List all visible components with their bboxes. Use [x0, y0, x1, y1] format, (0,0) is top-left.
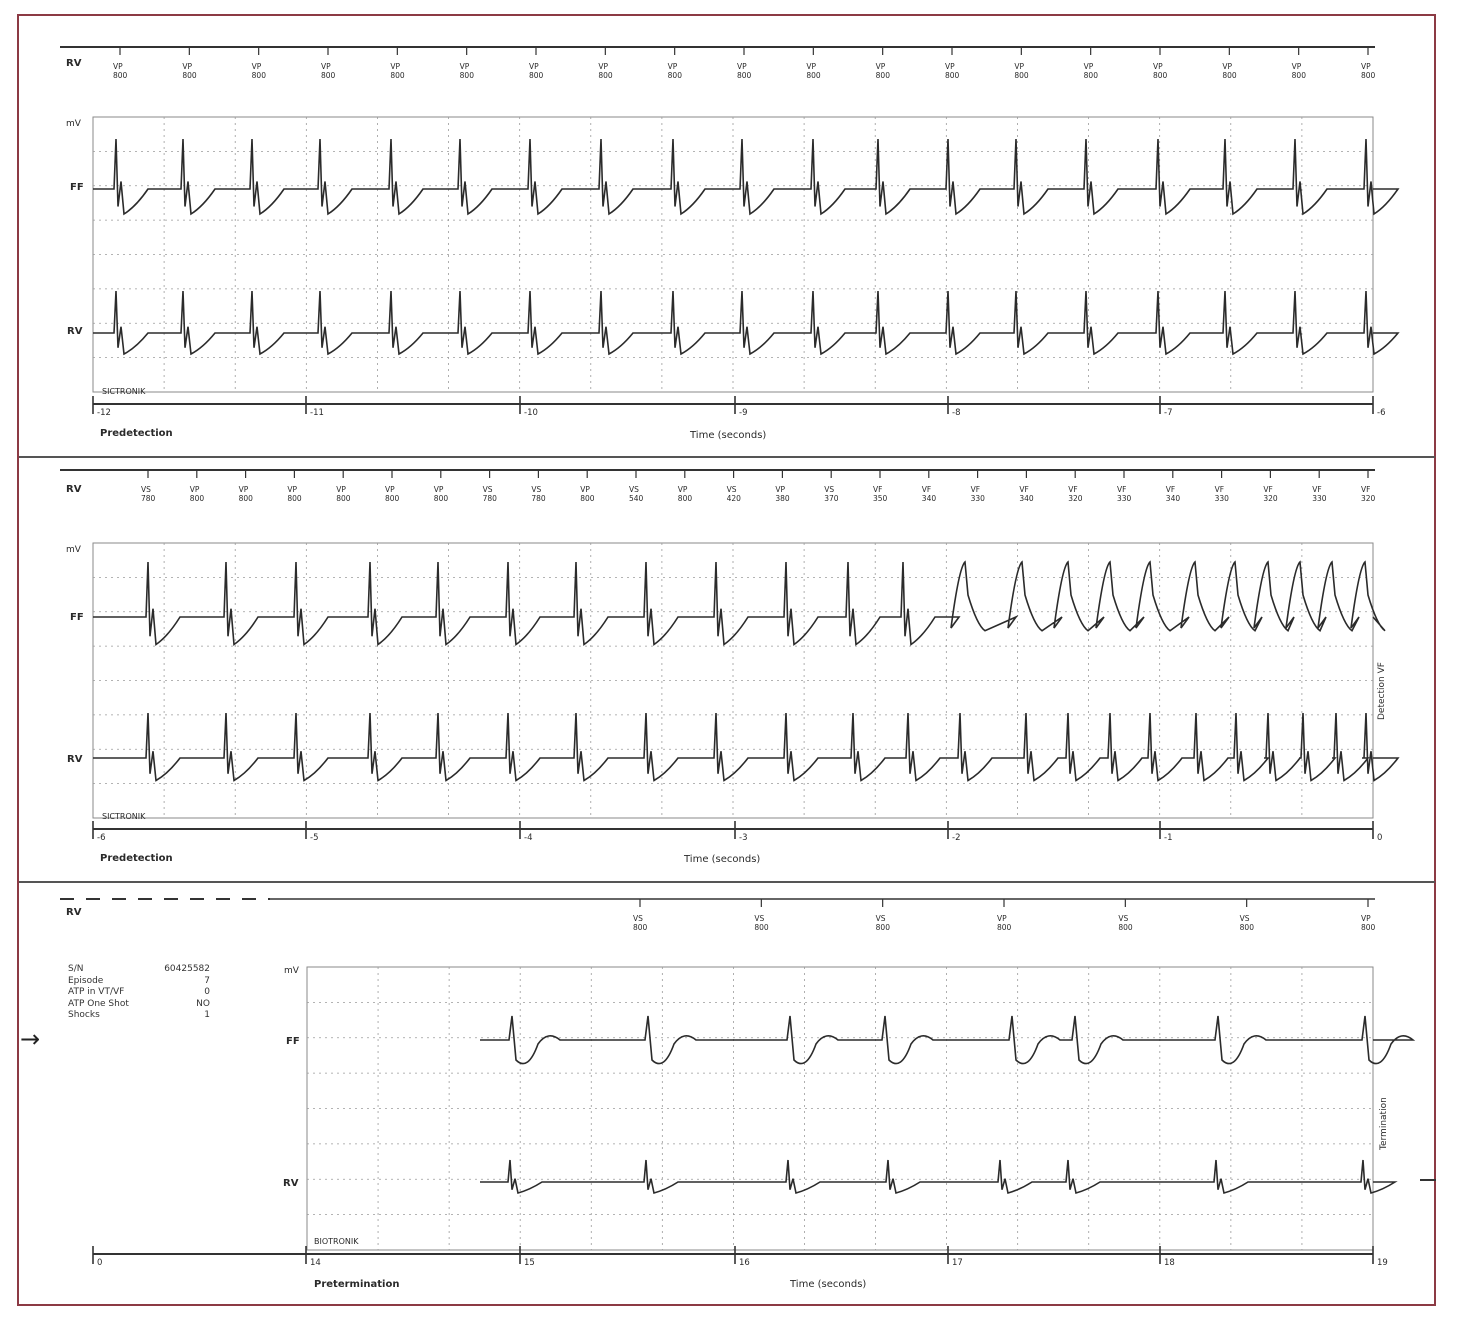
marker-annotation — [1068, 470, 1083, 503]
marker-text: VP — [775, 485, 786, 494]
marker-text: 800 — [189, 494, 205, 503]
marker-text: VS — [824, 485, 835, 494]
marker-annotation — [1215, 470, 1230, 503]
scale-label: mV — [66, 545, 81, 555]
marker-text: VS — [754, 914, 765, 923]
marker-annotation — [633, 899, 648, 932]
marker-text: 800 — [1014, 71, 1029, 80]
tick-label: -11 — [310, 408, 324, 418]
marker-text: VF — [1019, 485, 1029, 494]
marker-text: VP — [997, 914, 1007, 923]
time-tick — [306, 821, 318, 843]
left-caption: Predetection — [100, 428, 173, 439]
marker-text: VP — [1083, 62, 1094, 71]
marker-annotation — [737, 47, 752, 80]
info-label: ATP in VT/VF — [68, 987, 125, 997]
marker-annotation — [239, 470, 254, 503]
marker-text: 320 — [1263, 494, 1278, 503]
panel-3 — [60, 899, 1436, 1290]
tick-label: -6 — [1377, 408, 1386, 418]
far-field-trace — [93, 139, 1398, 214]
time-tick — [1160, 821, 1172, 843]
marker-text: VP — [113, 62, 123, 71]
marker-text: 800 — [336, 494, 351, 503]
axis-title: Time (seconds) — [690, 430, 767, 441]
trace-label-rv: RV — [67, 754, 83, 765]
time-tick — [1373, 821, 1382, 843]
time-tick — [1160, 1246, 1175, 1268]
marker-text: VS — [141, 485, 151, 494]
time-tick — [1373, 1246, 1388, 1268]
info-row-serial — [68, 964, 210, 976]
marker-annotation — [141, 470, 156, 503]
marker-text: VS — [531, 485, 542, 494]
info-value: NO — [196, 998, 210, 1009]
marker-annotation — [1019, 470, 1034, 503]
marker-text: 800 — [1361, 71, 1376, 80]
marker-text: 330 — [970, 494, 985, 503]
marker-text: 350 — [873, 494, 888, 503]
time-tick — [735, 396, 747, 418]
marker-text: 800 — [459, 71, 474, 80]
marker-text: 800 — [875, 71, 890, 80]
marker-annotation — [1014, 47, 1029, 80]
panel-2 — [60, 470, 1398, 865]
tick-label: -5 — [310, 833, 319, 843]
marker-annotation — [876, 47, 891, 80]
marker-text: VP — [1361, 914, 1371, 923]
tick-label: 19 — [1377, 1258, 1388, 1268]
marker-annotation — [385, 470, 400, 503]
time-tick — [93, 821, 105, 843]
marker-text: VF — [1117, 485, 1127, 494]
info-value: 60425582 — [164, 964, 210, 974]
marker-annotation — [1292, 47, 1307, 80]
marker-annotation — [252, 47, 267, 80]
marker-annotation — [460, 47, 475, 80]
marker-annotation — [529, 47, 544, 80]
marker-text: 800 — [182, 71, 197, 80]
scale-label: mV — [284, 966, 299, 976]
marker-text: VP — [580, 485, 590, 494]
tick-label: -9 — [739, 408, 748, 418]
info-label: S/N — [68, 964, 84, 974]
marker-text: 780 — [482, 494, 497, 503]
marker-text: VS — [726, 485, 737, 494]
marker-text: VP — [433, 485, 444, 494]
time-ticks — [93, 396, 1385, 418]
info-row-atp-vtvf — [68, 987, 210, 999]
marker-text: VP — [287, 485, 298, 494]
info-row-atp-oneshot — [68, 999, 210, 1011]
rv-trace — [480, 1160, 1395, 1193]
marker-text: 800 — [529, 71, 544, 80]
time-tick — [520, 1246, 535, 1268]
marker-text: 540 — [629, 494, 644, 503]
info-value: 0 — [204, 987, 210, 997]
tick-label: -8 — [952, 408, 961, 418]
marker-text: 800 — [238, 494, 253, 503]
marker-text: VP — [251, 62, 262, 71]
marker-annotation — [336, 470, 351, 503]
marker-text: 340 — [1165, 494, 1181, 503]
marker-annotation — [754, 899, 769, 932]
marker-text: 320 — [1361, 494, 1376, 503]
marker-annotations — [141, 470, 1376, 503]
marker-text: 800 — [997, 923, 1012, 932]
marker-annotation — [971, 470, 986, 503]
time-tick — [306, 1246, 321, 1268]
marker-annotation — [1166, 470, 1181, 503]
time-tick — [1373, 396, 1385, 418]
marker-annotation — [182, 47, 197, 80]
marker-text: 800 — [1239, 923, 1254, 932]
marker-text: VP — [677, 485, 688, 494]
marker-text: VP — [598, 62, 608, 71]
marker-annotation — [287, 470, 302, 503]
marker-text: 320 — [1068, 494, 1083, 503]
marker-text: VP — [529, 62, 539, 71]
tick-label: -6 — [97, 833, 106, 843]
sweep-label: SICTRONIK — [102, 387, 146, 396]
marker-text: VP — [385, 485, 395, 494]
marker-annotation — [806, 47, 821, 80]
marker-text: VP — [875, 62, 886, 71]
tick-label: -2 — [952, 833, 961, 843]
marker-annotation — [390, 47, 405, 80]
time-tick — [735, 821, 747, 843]
marker-text: 780 — [141, 494, 156, 503]
left-caption: Pretermination — [314, 1279, 400, 1290]
marker-annotation — [775, 470, 790, 503]
marker-text: 800 — [321, 71, 336, 80]
marker-text: VP — [459, 62, 470, 71]
marker-annotation — [922, 470, 937, 503]
tick-label: 17 — [952, 1258, 963, 1268]
marker-annotation — [434, 470, 449, 503]
marker-annotation — [1240, 899, 1255, 932]
time-tick — [306, 396, 324, 418]
marker-text: 800 — [806, 71, 821, 80]
tick-label: -7 — [1164, 408, 1173, 418]
marker-text: VP — [737, 62, 747, 71]
marker-text: VF — [1361, 485, 1371, 494]
marker-annotation — [113, 47, 128, 80]
tick-label: 18 — [1164, 1258, 1175, 1268]
marker-annotation — [531, 470, 546, 503]
marker-text: VP — [667, 62, 678, 71]
sweep-label: BIOTRONIK — [314, 1237, 359, 1246]
marker-channel-label: RV — [66, 907, 82, 918]
tick-label: 0 — [97, 1258, 103, 1268]
marker-text: VF — [1312, 485, 1322, 494]
marker-annotation — [668, 47, 683, 80]
marker-annotation — [876, 899, 891, 932]
marker-text: 420 — [726, 494, 741, 503]
marker-text: 800 — [1291, 71, 1306, 80]
marker-text: VP — [182, 62, 192, 71]
marker-annotation — [1361, 899, 1376, 932]
marker-text: 330 — [1117, 494, 1132, 503]
marker-annotation — [1263, 470, 1278, 503]
grid-lines — [93, 117, 1373, 392]
marker-text: 370 — [824, 494, 839, 503]
marker-text: 800 — [1153, 71, 1168, 80]
marker-text: 800 — [1361, 923, 1376, 932]
time-tick — [93, 396, 111, 418]
marker-text: VP — [945, 62, 955, 71]
marker-text: 330 — [1312, 494, 1327, 503]
marker-annotation — [321, 47, 336, 80]
info-label: ATP One Shot — [68, 998, 129, 1009]
info-value: 7 — [204, 975, 210, 986]
pointer-arrow-icon: → — [20, 1025, 41, 1053]
trace-label-ff: FF — [286, 1036, 300, 1047]
tick-label: -3 — [739, 833, 748, 843]
marker-annotation — [1084, 47, 1099, 80]
marker-annotations — [633, 899, 1376, 932]
marker-text: 800 — [598, 71, 613, 80]
grid-lines — [307, 967, 1373, 1250]
tick-label: 15 — [524, 1258, 535, 1268]
marker-text: 800 — [1222, 71, 1237, 80]
marker-text: VF — [1263, 485, 1273, 494]
panel-1 — [60, 47, 1398, 441]
marker-text: 800 — [1083, 71, 1098, 80]
info-row-episode — [68, 976, 210, 988]
marker-text: VS — [629, 485, 639, 494]
marker-annotation — [598, 47, 613, 80]
marker-annotation — [678, 470, 693, 503]
time-tick — [948, 1246, 963, 1268]
marker-text: 380 — [775, 494, 790, 503]
marker-text: 800 — [385, 494, 400, 503]
marker-text: 800 — [1118, 923, 1133, 932]
time-ticks — [93, 821, 1382, 843]
marker-text: VP — [390, 62, 400, 71]
trace-label-rv: RV — [283, 1178, 299, 1189]
marker-annotation — [1117, 470, 1132, 503]
time-tick — [1160, 396, 1172, 418]
marker-text: VS — [875, 914, 886, 923]
trace-label-ff: FF — [70, 612, 84, 623]
side-caption: Detection VF — [1377, 662, 1387, 720]
marker-text: 800 — [287, 494, 302, 503]
marker-annotation — [873, 470, 888, 503]
marker-text: VP — [806, 62, 816, 71]
marker-annotation — [727, 470, 742, 503]
tick-label: 14 — [310, 1258, 321, 1268]
marker-annotation — [629, 470, 644, 503]
marker-text: VP — [1222, 62, 1232, 71]
axis-title: Time (seconds) — [790, 1279, 867, 1290]
time-tick — [735, 1246, 750, 1268]
axis-title: Time (seconds) — [684, 854, 761, 865]
time-tick — [520, 821, 532, 843]
left-caption: Predetection — [100, 853, 173, 864]
marker-annotation — [997, 899, 1012, 932]
marker-text: 340 — [1019, 494, 1034, 503]
marker-text: VS — [1239, 914, 1250, 923]
tick-label: 0 — [1377, 833, 1383, 843]
info-label: Shocks — [68, 1010, 100, 1020]
time-tick — [520, 396, 538, 418]
trace-label-rv: RV — [67, 326, 83, 337]
marker-text: 800 — [633, 923, 648, 932]
marker-text: 340 — [921, 494, 937, 503]
marker-text: 800 — [667, 71, 682, 80]
marker-text: VF — [970, 485, 981, 494]
marker-annotation — [1312, 470, 1327, 503]
marker-annotation — [1153, 47, 1168, 80]
marker-text: VP — [336, 485, 346, 494]
scale-label: mV — [66, 119, 81, 129]
info-value: 1 — [204, 1010, 210, 1020]
rv-trace — [93, 713, 1398, 781]
info-row-shocks — [68, 1010, 210, 1022]
marker-text: 800 — [113, 71, 128, 80]
far-field-trace — [93, 562, 1385, 645]
grid-lines — [93, 543, 1373, 818]
marker-text: 800 — [875, 923, 890, 932]
marker-text: VP — [1014, 62, 1024, 71]
marker-text: VF — [1165, 485, 1176, 494]
marker-text: 800 — [390, 71, 405, 80]
tick-label: -4 — [524, 833, 533, 843]
marker-text: 780 — [531, 494, 546, 503]
marker-text: VP — [1291, 62, 1302, 71]
marker-text: 800 — [737, 71, 752, 80]
marker-text: VS — [482, 485, 493, 494]
time-ticks — [93, 1246, 1388, 1268]
marker-annotation — [824, 470, 839, 503]
episode-info-box — [68, 964, 210, 1022]
marker-annotation — [945, 47, 960, 80]
marker-text: VP — [1361, 62, 1371, 71]
tick-label: -10 — [524, 408, 538, 418]
marker-annotation — [1118, 899, 1133, 932]
marker-text: VP — [1153, 62, 1163, 71]
marker-text: 800 — [677, 494, 693, 503]
marker-annotation — [1222, 47, 1237, 80]
marker-channel-label: RV — [66, 58, 82, 69]
time-tick — [93, 1246, 102, 1268]
time-tick — [948, 396, 960, 418]
side-caption: Termination — [1379, 1097, 1389, 1150]
marker-text: VP — [321, 62, 331, 71]
marker-text: 330 — [1214, 494, 1229, 503]
tick-label: 16 — [739, 1258, 750, 1268]
marker-annotation — [580, 470, 595, 503]
marker-text: 800 — [251, 71, 266, 80]
marker-text: 800 — [580, 494, 595, 503]
marker-text: VS — [1118, 914, 1129, 923]
marker-annotation — [190, 470, 205, 503]
marker-text: VS — [633, 914, 643, 923]
marker-text: 800 — [433, 494, 449, 503]
marker-text: VF — [1068, 485, 1078, 494]
marker-text: 800 — [754, 923, 769, 932]
marker-annotation — [1361, 470, 1376, 503]
marker-annotation — [1361, 47, 1376, 80]
time-tick — [948, 821, 960, 843]
far-field-trace — [480, 1016, 1413, 1064]
marker-channel-label: RV — [66, 484, 82, 495]
marker-text: VP — [189, 485, 200, 494]
marker-text: 800 — [945, 71, 960, 80]
marker-annotations — [113, 47, 1376, 80]
info-label: Episode — [68, 975, 104, 986]
trace-label-ff: FF — [70, 182, 84, 193]
marker-text: VF — [873, 485, 883, 494]
tick-label: -12 — [97, 408, 111, 418]
marker-text: VP — [238, 485, 249, 494]
sweep-label: SICTRONIK — [102, 812, 146, 821]
marker-annotation — [483, 470, 498, 503]
marker-text: VF — [921, 485, 932, 494]
rv-trace — [93, 291, 1398, 354]
marker-text: VF — [1214, 485, 1225, 494]
tick-label: -1 — [1164, 833, 1173, 843]
